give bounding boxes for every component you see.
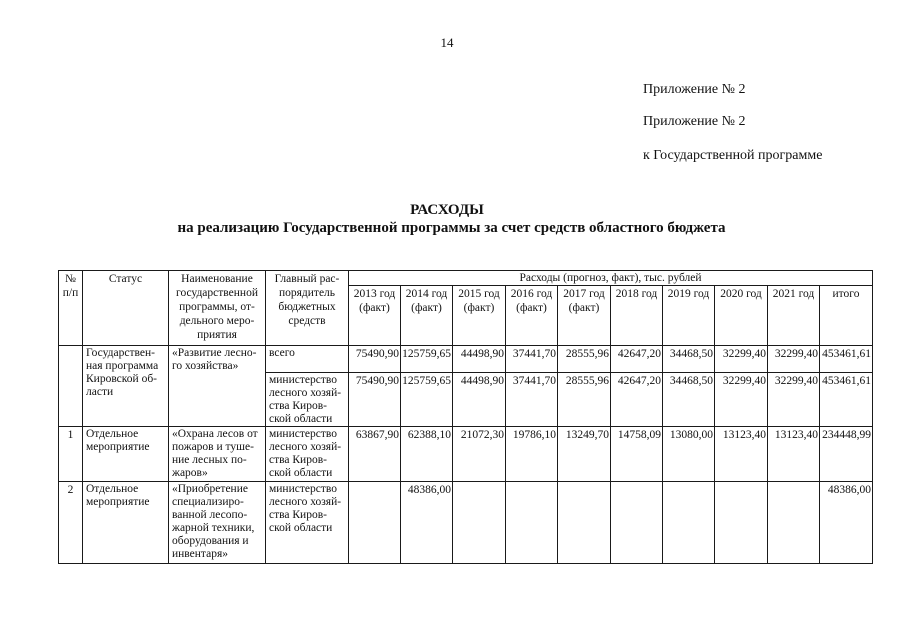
value-cell-2015: 44498,90 xyxy=(453,346,506,373)
value-cell-total: 453461,61 xyxy=(820,346,873,373)
value-cell-2020: 32299,40 xyxy=(715,373,768,427)
status-cell: Отдельное мероприятие xyxy=(83,427,169,482)
value-cell-2021 xyxy=(768,482,820,564)
page-number: 14 xyxy=(440,35,454,50)
value-cell-2013: 75490,90 xyxy=(349,373,401,427)
header-program-name: Наименование государственной программы, от- дельного меро- приятия xyxy=(169,271,266,346)
budget-manager-cell: министерство лесного хозяй- ства Киров- ской области xyxy=(266,373,349,427)
row-number-cell: 2 xyxy=(59,482,83,564)
table-row-activity-2 xyxy=(59,482,873,564)
expenses-table xyxy=(58,270,873,564)
value-cell-2019: 34468,50 xyxy=(663,373,715,427)
budget-manager-cell: всего xyxy=(266,346,349,373)
value-cell-2014: 125759,65 xyxy=(401,373,453,427)
appendix-reference: к Государственной программе xyxy=(643,148,823,163)
header-year-2020: 2020 год xyxy=(715,286,768,346)
value-cell-2018: 14758,09 xyxy=(611,427,663,482)
table-body xyxy=(59,346,873,564)
budget-manager-cell: министерство лесного хозяй- ства Киров- ской области xyxy=(266,482,349,564)
value-cell-2013: 63867,90 xyxy=(349,427,401,482)
value-cell-total: 453461,61 xyxy=(820,373,873,427)
header-total: итого xyxy=(820,286,873,346)
header-year-2019: 2019 год xyxy=(663,286,715,346)
value-cell-2016: 19786,10 xyxy=(506,427,558,482)
table-row-activity-1 xyxy=(59,427,873,482)
header-row-top xyxy=(59,271,873,286)
value-cell-2018: 42647,20 xyxy=(611,373,663,427)
status-cell: Отдельное мероприятие xyxy=(83,482,169,564)
header-row-number: № п/п xyxy=(59,271,83,346)
value-cell-2021: 32299,40 xyxy=(768,346,820,373)
header-year-2015: 2015 год (факт) xyxy=(453,286,506,346)
value-cell-2019: 34468,50 xyxy=(663,346,715,373)
header-year-2017: 2017 год (факт) xyxy=(558,286,611,346)
value-cell-2017: 28555,96 xyxy=(558,373,611,427)
value-cell-2014: 62388,10 xyxy=(401,427,453,482)
value-cell-total: 48386,00 xyxy=(820,482,873,564)
status-cell: Государствен- ная программа Кировской об- ласти xyxy=(83,346,169,427)
value-cell-2016: 37441,70 xyxy=(506,346,558,373)
value-cell-2015: 21072,30 xyxy=(453,427,506,482)
row-number-cell: 1 xyxy=(59,427,83,482)
value-cell-2020 xyxy=(715,482,768,564)
header-budget-manager: Главный рас- порядитель бюджетных средств xyxy=(266,271,349,346)
table-row-program-total xyxy=(59,346,873,373)
value-cell-total: 234448,99 xyxy=(820,427,873,482)
document-title: РАСХОДЫ xyxy=(410,202,484,218)
value-cell-2020: 32299,40 xyxy=(715,346,768,373)
value-cell-2020: 13123,40 xyxy=(715,427,768,482)
value-cell-2015 xyxy=(453,482,506,564)
table-header xyxy=(59,271,873,346)
value-cell-2021: 13123,40 xyxy=(768,427,820,482)
header-year-2013: 2013 год (факт) xyxy=(349,286,401,346)
row-number-cell xyxy=(59,346,83,427)
value-cell-2019 xyxy=(663,482,715,564)
program-name-cell: «Приобретение специализиро- ванной лесопо- жарной техники, оборудования и инвентаря» xyxy=(169,482,266,564)
value-cell-2017 xyxy=(558,482,611,564)
appendix-label-repeat: Приложение № 2 xyxy=(643,114,746,129)
header-status: Статус xyxy=(83,271,169,346)
appendix-label: Приложение № 2 xyxy=(643,82,746,97)
value-cell-2016: 37441,70 xyxy=(506,373,558,427)
value-cell-2019: 13080,00 xyxy=(663,427,715,482)
value-cell-2018 xyxy=(611,482,663,564)
header-year-2018: 2018 год xyxy=(611,286,663,346)
header-year-2016: 2016 год (факт) xyxy=(506,286,558,346)
header-year-2014: 2014 год (факт) xyxy=(401,286,453,346)
value-cell-2013: 75490,90 xyxy=(349,346,401,373)
header-expenses: Расходы (прогноз, факт), тыс. рублей xyxy=(349,271,873,286)
program-name-cell: «Развитие лесно- го хозяйства» xyxy=(169,346,266,427)
value-cell-2015: 44498,90 xyxy=(453,373,506,427)
value-cell-2017: 13249,70 xyxy=(558,427,611,482)
value-cell-2014: 48386,00 xyxy=(401,482,453,564)
document-subtitle: на реализацию Государственной программы за счет средств областного бюджета xyxy=(177,220,726,236)
budget-manager-cell: министерство лесного хозяй- ства Киров- ской области xyxy=(266,427,349,482)
value-cell-2013 xyxy=(349,482,401,564)
value-cell-2018: 42647,20 xyxy=(611,346,663,373)
value-cell-2014: 125759,65 xyxy=(401,346,453,373)
program-name-cell: «Охрана лесов от пожаров и туше- ние лесных по- жаров» xyxy=(169,427,266,482)
value-cell-2021: 32299,40 xyxy=(768,373,820,427)
value-cell-2017: 28555,96 xyxy=(558,346,611,373)
header-year-2021: 2021 год xyxy=(768,286,820,346)
value-cell-2016 xyxy=(506,482,558,564)
